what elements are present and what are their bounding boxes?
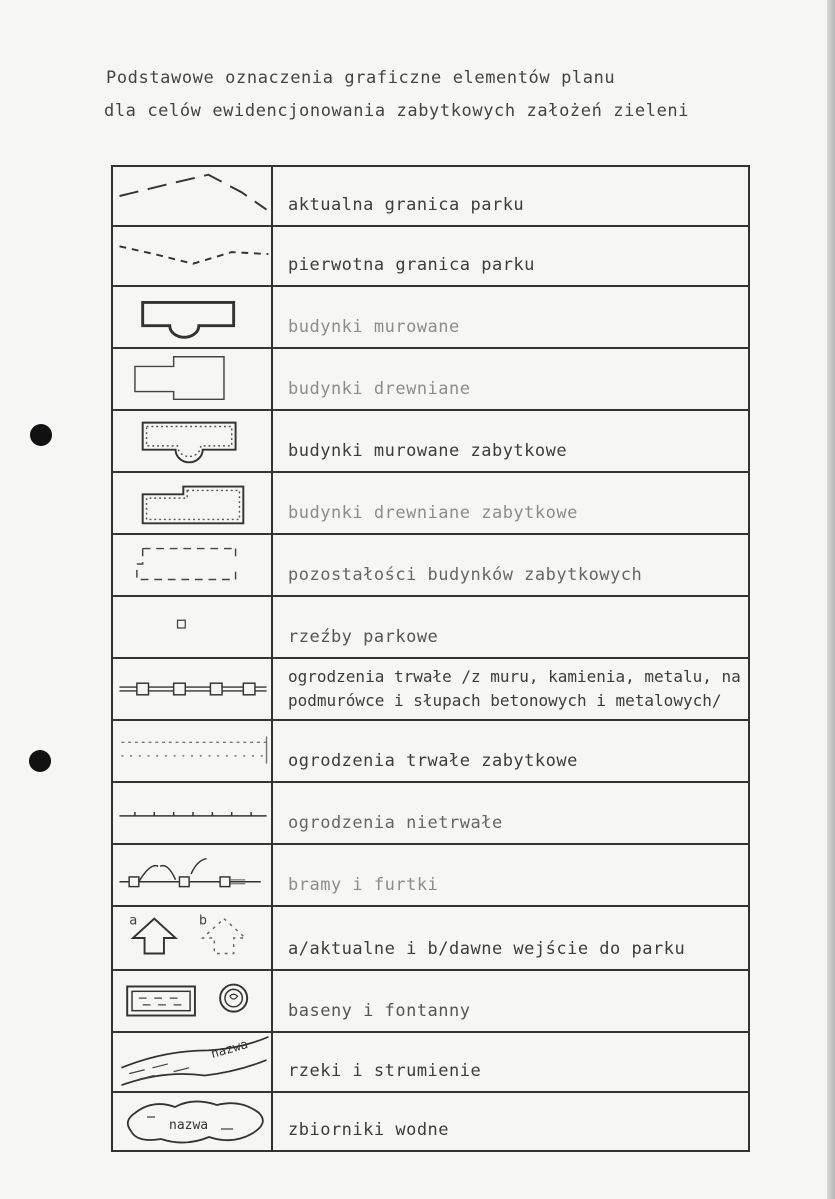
historic-fence-icon [113,721,273,781]
legend-table [111,165,750,1152]
label-a: a [129,912,138,929]
permanent-fence-icon [113,659,273,719]
legend-row [113,227,748,287]
legend-row [113,1033,748,1093]
legend-text [288,659,748,719]
gate-icon [113,845,273,905]
legend-text: ogrodzenia nietrwałe [288,813,503,833]
sculpture-icon [113,597,273,657]
legend-row [113,597,748,659]
title-line-1: Podstawowe oznaczenia graficzne elementów planu [106,68,616,88]
legend-row [113,971,748,1033]
legend-text: bramy i furtki [288,875,439,895]
legend-row [113,535,748,597]
legend-row [113,167,748,227]
legend-text: rzeźby parkowe [288,627,439,647]
legend-text: ogrodzenia trwałe zabytkowe [288,751,578,771]
title-line-2: dla celów ewidencjonowania zabytkowych założeń zieleni [104,101,690,121]
binder-hole [30,424,52,446]
page-title [106,62,786,128]
legend-text-line-1: ogrodzenia trwałe /z muru, kamienia, metalu, na [288,667,741,686]
pool-fountain-icon [113,971,273,1031]
legend-text: aktualna granica parku [288,195,525,215]
legend-row [113,721,748,783]
legend-row [113,1093,748,1150]
masonry-building-icon [113,287,273,347]
legend-row [113,411,748,473]
legend-row [113,907,748,971]
legend-row [113,287,748,349]
historic-wooden-building-icon [113,473,273,533]
legend-text-line-2: podmurówce i słupach betonowych i metalowych/ [288,691,722,710]
legend-text: budynki drewniane [288,379,471,399]
legend-text: budynki murowane [288,317,460,337]
original-boundary-icon [113,227,273,285]
building-remains-icon [113,535,273,595]
legend-text: pozostałości budynków zabytkowych [288,565,643,585]
entrance-arrow-icon [113,907,273,969]
river-icon [113,1033,273,1091]
legend-text: a/aktualne i b/dawne wejście do parku [288,939,686,959]
legend-row [113,659,748,721]
legend-text: budynki murowane zabytkowe [288,441,568,461]
legend-row [113,783,748,845]
current-boundary-icon [113,167,273,225]
legend-row [113,473,748,535]
pond-icon [113,1093,273,1150]
label-b: b [198,912,207,929]
legend-text: baseny i fontanny [288,1001,471,1021]
legend-text: pierwotna granica parku [288,255,535,275]
legend-row [113,349,748,411]
temporary-fence-icon [113,783,273,843]
binder-hole [29,750,51,772]
legend-text: budynki drewniane zabytkowe [288,503,578,523]
legend-text: rzeki i strumienie [288,1061,482,1081]
river-name-label: nazwa [209,1036,250,1062]
wooden-building-icon [113,349,273,409]
legend-text: zbiorniki wodne [288,1120,450,1140]
page-edge [827,0,835,1199]
pond-name-label: nazwa [169,1118,209,1133]
historic-masonry-building-icon [113,411,273,471]
legend-row [113,845,748,907]
